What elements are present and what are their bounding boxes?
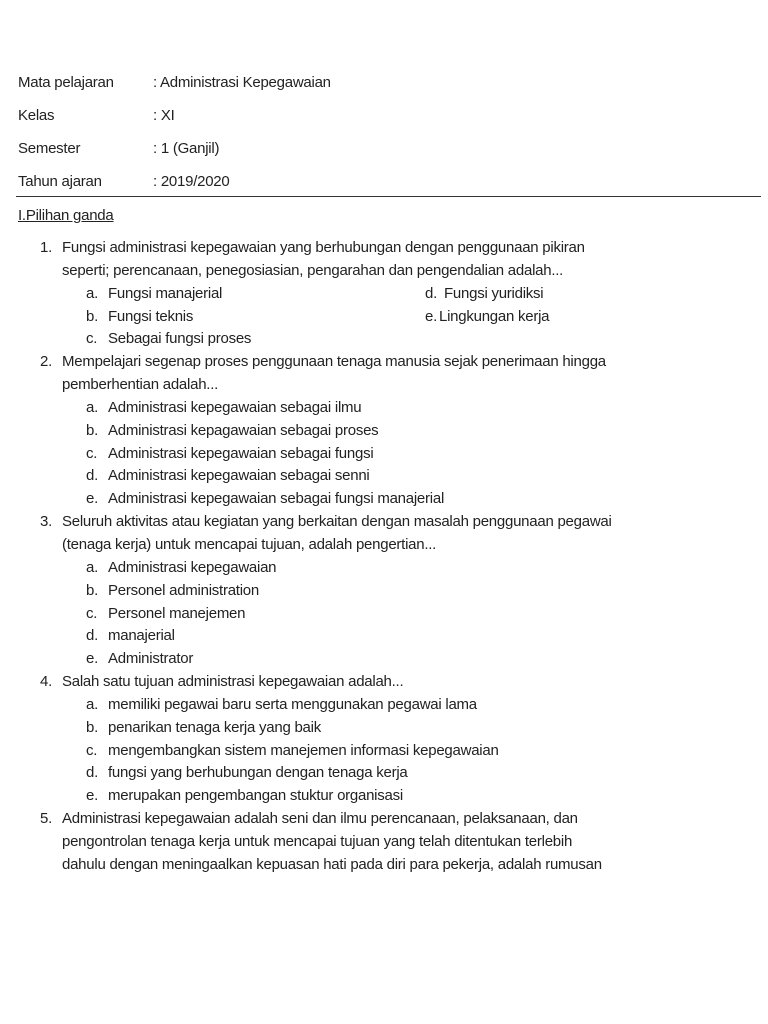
question-text: Salah satu tujuan administrasi kepegawaian adalah... bbox=[62, 673, 404, 691]
question-item bbox=[0, 671, 768, 808]
question-line bbox=[0, 260, 768, 283]
answer-option bbox=[0, 762, 768, 785]
question-item bbox=[0, 808, 768, 877]
question-number: 4. bbox=[40, 673, 53, 691]
option-text: Fungsi yuridiksi bbox=[444, 284, 544, 302]
question-text: pengontrolan tenaga kerja untuk mencapai tujuan yang telah ditentukan terlebih bbox=[62, 832, 573, 850]
question-item bbox=[0, 351, 768, 511]
header-label: Mata pelajaran bbox=[18, 74, 114, 91]
question-number: 1. bbox=[40, 239, 53, 256]
answer-option bbox=[0, 694, 768, 717]
question-line bbox=[0, 511, 768, 534]
option-text: fungsi yang berhubungan dengan tenaga kerja bbox=[108, 764, 408, 782]
option-letter: d. bbox=[86, 764, 99, 782]
question-text: Administrasi kepegawaian adalah seni dan ilmu perencanaan, pelaksanaan, dan bbox=[62, 810, 578, 828]
option-text: memiliki pegawai baru serta menggunakan pegawai lama bbox=[108, 695, 477, 713]
option-letter: b. bbox=[86, 421, 99, 439]
question-number: 3. bbox=[40, 513, 53, 531]
option-text: Lingkungan kerja bbox=[439, 307, 550, 325]
answer-option bbox=[0, 397, 768, 420]
option-letter: c. bbox=[86, 444, 98, 462]
option-letter: e. bbox=[86, 490, 99, 508]
answer-option bbox=[0, 443, 768, 466]
option-letter: b. bbox=[86, 307, 99, 325]
header-value: : XI bbox=[153, 107, 175, 124]
question-line bbox=[0, 237, 768, 260]
option-text: Administrasi kepegawaian sebagai fungsi manajerial bbox=[108, 490, 445, 508]
question-line bbox=[0, 671, 768, 694]
option-letter: d. bbox=[425, 284, 438, 302]
section-title: I.Pilihan ganda bbox=[18, 207, 114, 224]
option-text: Administrator bbox=[108, 650, 194, 668]
question-text: (tenaga kerja) untuk mencapai tujuan, adalah pengertian... bbox=[62, 535, 437, 553]
option-letter: e. bbox=[86, 650, 99, 668]
question-text: dahulu dengan meningaalkan kepuasan hati pada diri para pekerja, adalah rumusan bbox=[62, 855, 602, 873]
question-list bbox=[0, 237, 768, 877]
answer-option bbox=[0, 717, 768, 740]
question-line bbox=[0, 808, 768, 831]
option-text: Personel manejemen bbox=[108, 604, 246, 622]
header-label: Kelas bbox=[18, 107, 55, 124]
question-text: Fungsi administrasi kepegawaian yang berhubungan dengan penggunaan pikiran bbox=[62, 239, 585, 256]
answer-option bbox=[0, 648, 768, 671]
option-letter: c. bbox=[86, 604, 98, 622]
question-text: seperti; perencanaan, penegosiasian, pengarahan dan pengendalian adalah... bbox=[62, 261, 564, 279]
option-text: Administrasi kepagawaian sebagai proses bbox=[108, 421, 379, 439]
option-text: manajerial bbox=[108, 627, 175, 645]
option-text: mengembangkan sistem manejemen informasi kepegawaian bbox=[108, 741, 499, 759]
question-text: pemberhentian adalah... bbox=[62, 376, 219, 394]
answer-option bbox=[0, 488, 768, 511]
option-text: Administrasi kepegawaian bbox=[108, 558, 277, 576]
question-line bbox=[0, 351, 768, 374]
header-value: : 2019/2020 bbox=[153, 173, 230, 190]
question-item bbox=[0, 511, 768, 671]
header-divider bbox=[16, 196, 761, 197]
question-number: 2. bbox=[40, 353, 53, 371]
answer-option bbox=[0, 557, 768, 580]
option-letter: d. bbox=[86, 627, 99, 645]
option-text: Personel administration bbox=[108, 581, 259, 599]
option-letter: c. bbox=[86, 330, 98, 348]
header-value: : Administrasi Kepegawaian bbox=[153, 74, 331, 91]
question-line bbox=[0, 854, 768, 877]
answer-option bbox=[0, 283, 768, 306]
question-line bbox=[0, 374, 768, 397]
option-letter: b. bbox=[86, 718, 99, 736]
answer-option bbox=[0, 785, 768, 808]
header-label: Semester bbox=[18, 140, 81, 157]
option-letter: a. bbox=[86, 695, 99, 713]
answer-option bbox=[0, 328, 768, 351]
question-item bbox=[0, 237, 768, 351]
answer-option bbox=[0, 580, 768, 603]
question-line bbox=[0, 831, 768, 854]
question-line bbox=[0, 534, 768, 557]
header-label: Tahun ajaran bbox=[18, 173, 102, 190]
option-letter: a. bbox=[86, 558, 99, 576]
option-letter: d. bbox=[86, 467, 99, 485]
option-text: Fungsi manajerial bbox=[108, 284, 223, 302]
option-letter: e. bbox=[86, 787, 99, 805]
option-text: Administrasi kepegawaian sebagai ilmu bbox=[108, 398, 362, 416]
option-letter: e. bbox=[425, 307, 438, 325]
answer-option bbox=[0, 625, 768, 648]
answer-option bbox=[0, 465, 768, 488]
header-value: : 1 (Ganjil) bbox=[153, 140, 220, 157]
option-text: merupakan pengembangan stuktur organisasi bbox=[108, 787, 403, 805]
answer-option bbox=[0, 420, 768, 443]
question-text: Seluruh aktivitas atau kegiatan yang berkaitan dengan masalah penggunaan pegawai bbox=[62, 513, 612, 531]
question-number: 5. bbox=[40, 810, 53, 828]
answer-option bbox=[0, 306, 768, 329]
option-text: Administrasi kepegawaian sebagai fungsi bbox=[108, 444, 374, 462]
option-letter: a. bbox=[86, 398, 99, 416]
answer-option bbox=[0, 603, 768, 626]
option-letter: c. bbox=[86, 741, 98, 759]
option-letter: b. bbox=[86, 581, 99, 599]
answer-option bbox=[0, 740, 768, 763]
option-text: Administrasi kepegawaian sebagai senni bbox=[108, 467, 370, 485]
option-text: penarikan tenaga kerja yang baik bbox=[108, 718, 321, 736]
option-letter: a. bbox=[86, 284, 99, 302]
question-text: Mempelajari segenap proses penggunaan tenaga manusia sejak penerimaan hingga bbox=[62, 353, 606, 371]
option-text: Fungsi teknis bbox=[108, 307, 194, 325]
option-text: Sebagai fungsi proses bbox=[108, 330, 252, 348]
